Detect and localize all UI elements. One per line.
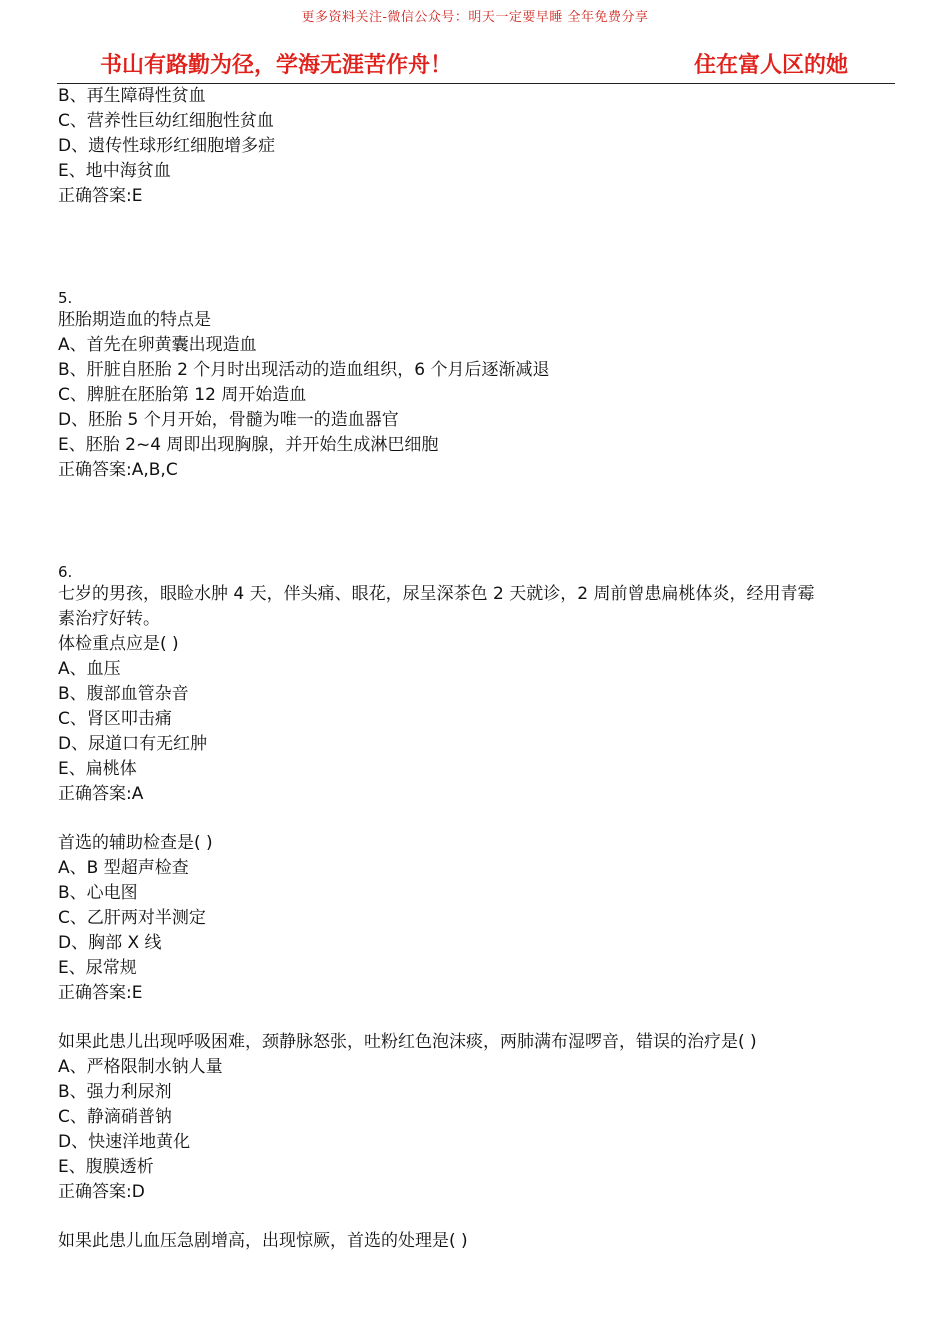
q5-number: 5.: [58, 289, 73, 307]
q6-sub1-stem: 体检重点应是( ): [58, 634, 179, 654]
q6-sub3-option-c: C、静滴硝普钠: [58, 1107, 172, 1127]
q4-option-b: B、再生障碍性贫血: [58, 86, 206, 106]
q6-sub2-option-d: D、胸部 X 线: [58, 933, 162, 953]
q6-sub2-option-a: A、B 型超声检查: [58, 858, 189, 878]
q5-answer: 正确答案:A,B,C: [58, 460, 178, 480]
q4-option-d: D、遗传性球形红细胞增多症: [58, 136, 276, 156]
q5-option-e: E、胚胎 2~4 周即出现胸腺，并开始生成淋巴细胞: [58, 435, 439, 455]
q6-sub3-option-e: E、腹膜透析: [58, 1157, 154, 1177]
q6-sub3-option-b: B、强力利尿剂: [58, 1082, 172, 1102]
q6-sub1-option-a: A、血压: [58, 659, 121, 679]
q6-sub2-option-c: C、乙肝两对半测定: [58, 908, 206, 928]
q6-sub1-option-d: D、尿道口有无红肿: [58, 734, 208, 754]
q6-sub2-option-b: B、心电图: [58, 883, 138, 903]
q6-sub1-option-c: C、肾区叩击痛: [58, 709, 172, 729]
q6-sub3-option-a: A、严格限制水钠人量: [58, 1057, 223, 1077]
q6-sub3-answer: 正确答案:D: [58, 1182, 145, 1202]
q6-sub3-option-d: D、快速洋地黄化: [58, 1132, 191, 1152]
top-note: 更多资料关注-微信公众号：明天一定要早睡 全年免费分享: [301, 10, 649, 25]
q5-option-b: B、肝脏自胚胎 2 个月时出现活动的造血组织，6 个月后逐渐减退: [58, 360, 550, 380]
header-right-text: 住在富人区的她: [694, 52, 849, 78]
q6-sub2-answer: 正确答案:E: [58, 983, 143, 1003]
q6-number: 6.: [58, 563, 73, 581]
q6-case-line2: 素治疗好转。: [58, 609, 160, 629]
q6-sub1-answer: 正确答案:A: [58, 784, 144, 804]
q6-sub4-stem: 如果此患儿血压急剧增高，出现惊厥，首选的处理是( ): [58, 1231, 468, 1251]
q5-option-c: C、脾脏在胚胎第 12 周开始造血: [58, 385, 307, 405]
q6-sub1-option-b: B、腹部血管杂音: [58, 684, 189, 704]
q5-option-d: D、胚胎 5 个月开始，骨髓为唯一的造血器官: [58, 410, 399, 430]
q6-sub1-option-e: E、扁桃体: [58, 759, 137, 779]
q5-option-a: A、首先在卵黄囊出现造血: [58, 335, 257, 355]
q4-option-c: C、营养性巨幼红细胞性贫血: [58, 111, 274, 131]
motto: 书山有路勤为径，学海无涯苦作舟！: [100, 52, 453, 78]
q5-stem: 胚胎期造血的特点是: [58, 310, 211, 330]
q4-answer: 正确答案:E: [58, 186, 143, 206]
q6-sub2-stem: 首选的辅助检查是( ): [58, 833, 213, 853]
q6-sub2-option-e: E、尿常规: [58, 958, 137, 978]
q4-option-e: E、地中海贫血: [58, 161, 171, 181]
q6-sub3-stem: 如果此患儿出现呼吸困难，颈静脉怒张，吐粉红色泡沫痰，两肺满布湿啰音，错误的治疗是( ): [58, 1032, 757, 1052]
q6-case-line1: 七岁的男孩，眼睑水肿 4 天，伴头痛、眼花，尿呈深茶色 2 天就诊，2 周前曾患扁桃体炎，经用青霉: [58, 584, 815, 604]
